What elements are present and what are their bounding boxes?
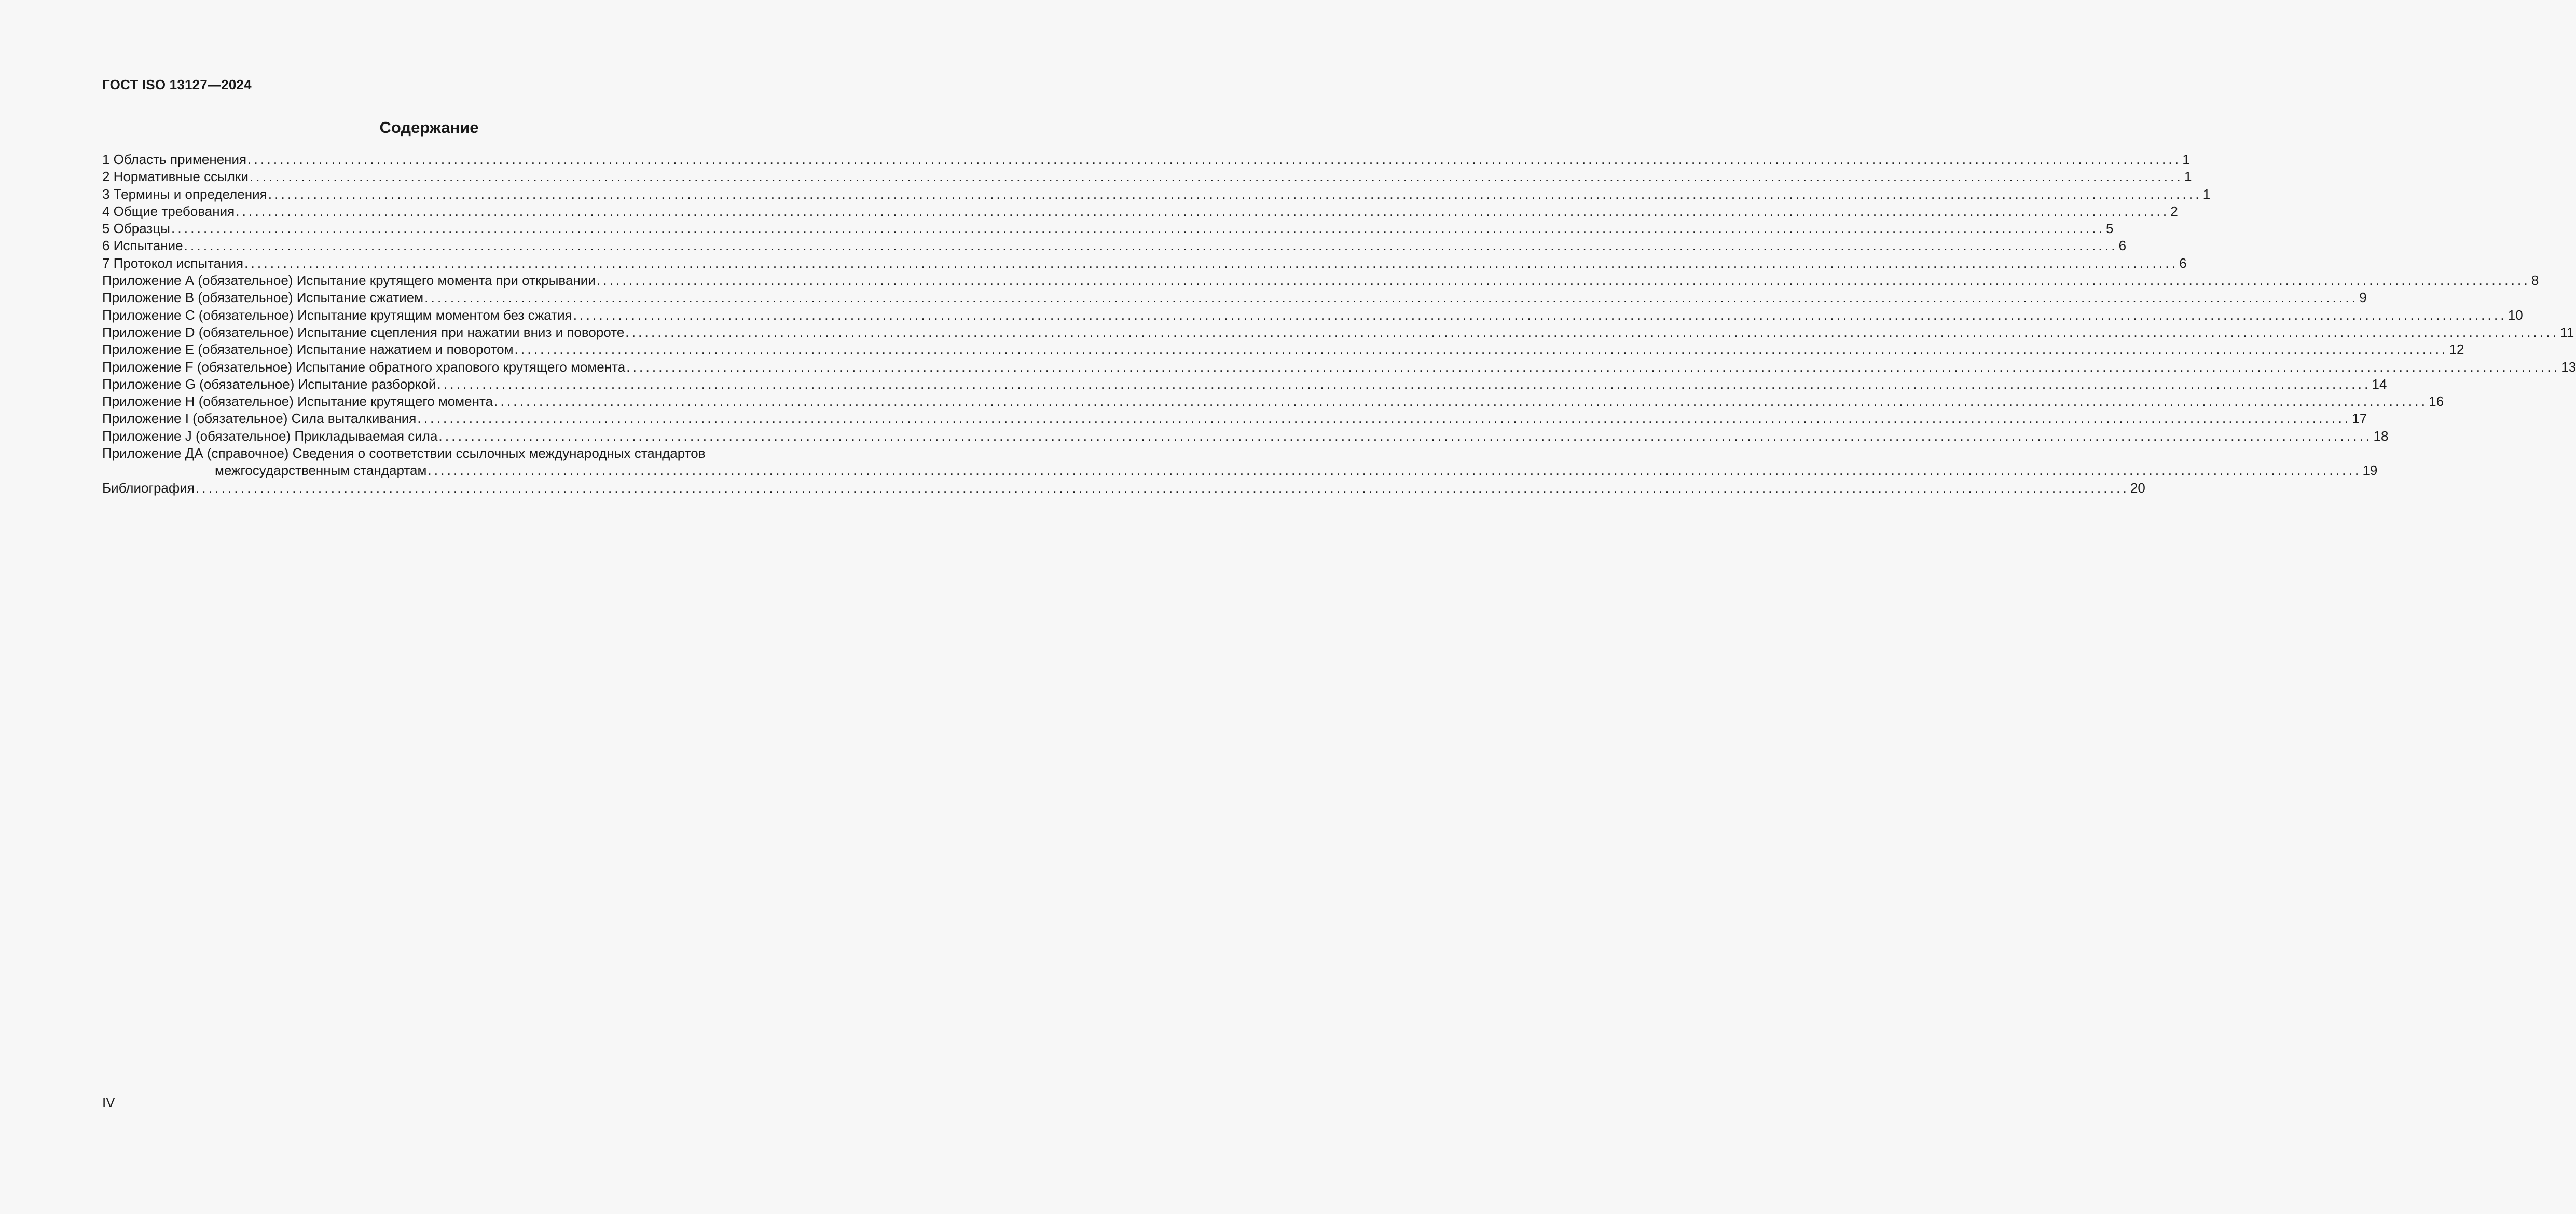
toc-entry-label: Приложение А (обязательное) Испытание крутящего момента при открывании	[102, 272, 596, 289]
toc-entry[interactable]	[102, 203, 2178, 220]
dot-leader: ............................................................................................................................................................................................................................................................................................................	[573, 307, 2507, 323]
toc-entry-label: Приложение С (обязательное) Испытание крутящим моментом без сжатия	[102, 307, 572, 323]
toc-entry-label: Приложение ДА (справочное) Сведения о соответствии ссылочных международных стандартов	[102, 445, 706, 461]
toc-entry-page: 20	[2130, 480, 2145, 496]
toc-entry-label: 2 Нормативные ссылки	[102, 169, 249, 185]
toc-entry[interactable]	[102, 376, 2387, 393]
toc-entry-annex-da[interactable]	[102, 445, 796, 462]
toc-entry[interactable]	[102, 272, 2539, 289]
dot-leader: ............................................................................................................................................................................................................................................................................................................	[195, 480, 2129, 496]
toc-title: Содержание	[379, 118, 479, 137]
dot-leader: ............................................................................................................................................................................................................................................................................................................	[494, 393, 2428, 410]
toc-entry-label: Приложение В (обязательное) Испытание сжатием	[102, 290, 424, 306]
dot-leader: ............................................................................................................................................................................................................................................................................................................	[171, 221, 2105, 237]
dot-leader: ............................................................................................................................................................................................................................................................................................................	[428, 462, 2362, 479]
dot-leader: ............................................................................................................................................................................................................................................................................................................	[625, 324, 2559, 340]
toc-entry-label: Приложение I (обязательное) Сила выталкивания	[102, 411, 417, 427]
toc-entry-label: Приложение F (обязательное) Испытание обратного храпового крутящего момента	[102, 359, 626, 375]
dot-leader: ............................................................................................................................................................................................................................................................................................................	[184, 238, 2118, 254]
dot-leader: ............................................................................................................................................................................................................................................................................................................	[424, 290, 2359, 306]
toc-entry-page: 1	[2202, 186, 2211, 202]
toc-entry-label: Приложение Е (обязательное) Испытание нажатием и поворотом	[102, 342, 514, 358]
toc-entry-page: 19	[2362, 462, 2378, 479]
toc-entry-page: 12	[2449, 342, 2464, 358]
toc-entry-page: 2	[2170, 203, 2178, 219]
toc-entry-page: 5	[2106, 221, 2114, 237]
page-number: IV	[102, 1095, 115, 1110]
toc-entry[interactable]	[102, 359, 2576, 376]
toc-entry[interactable]	[102, 393, 2444, 410]
toc-entry[interactable]	[102, 237, 2127, 254]
toc-entry-bibliography[interactable]	[102, 480, 2145, 497]
toc-entry[interactable]	[102, 410, 2367, 427]
toc-entry-page: 9	[2359, 290, 2367, 306]
toc-entry-page: 17	[2352, 411, 2367, 427]
dot-leader: ............................................................................................................................................................................................................................................................................................................	[626, 359, 2560, 375]
toc-entry[interactable]	[102, 186, 2211, 203]
document-designation: ГОСТ ISO 13127—2024	[102, 77, 252, 92]
dot-leader: ............................................................................................................................................................................................................................................................................................................	[438, 428, 2373, 444]
toc-entry-label: 4 Общие требования	[102, 203, 235, 219]
dot-leader: ............................................................................................................................................................................................................................................................................................................	[244, 255, 2179, 271]
toc-entry-page: 6	[2179, 255, 2187, 271]
toc-entry[interactable]	[102, 428, 2389, 445]
toc-entry-page: 1	[2182, 152, 2190, 167]
dot-leader: ............................................................................................................................................................................................................................................................................................................	[236, 203, 2170, 219]
toc-entry-label: 6 Испытание	[102, 238, 183, 254]
toc-entry[interactable]	[102, 255, 2187, 272]
toc-entry-page: 14	[2372, 376, 2387, 392]
toc-entry-label: Приложение D (обязательное) Испытание сцепления при нажатии вниз и повороте	[102, 324, 625, 340]
toc-entry-label: Библиография	[102, 480, 195, 496]
toc-entry-label: межгосударственным стандартам	[215, 462, 427, 479]
toc-entry-page: 8	[2531, 272, 2539, 289]
toc-entry-page: 1	[2184, 169, 2192, 185]
toc-entry-label: 1 Область применения	[102, 152, 247, 167]
dot-leader: ............................................................................................................................................................................................................................................................................................................	[268, 186, 2202, 202]
toc-entry-label: 7 Протокол испытания	[102, 255, 244, 271]
dot-leader: ............................................................................................................................................................................................................................................................................................................	[247, 152, 2182, 167]
toc-entry-label: Приложение Н (обязательное) Испытание крутящего момента	[102, 393, 493, 410]
toc-entry-page: 13	[2561, 359, 2576, 375]
toc-entry[interactable]	[102, 168, 2192, 185]
toc-entry[interactable]	[102, 220, 2114, 237]
toc-entry-page: 11	[2560, 324, 2574, 340]
toc-entry-label: Приложение J (обязательное) Прикладываемая сила	[102, 428, 438, 444]
toc-entry-page: 6	[2118, 238, 2127, 254]
toc-entry[interactable]	[102, 307, 2523, 324]
table-of-contents	[102, 151, 2576, 497]
toc-entry-page: 10	[2508, 307, 2523, 323]
toc-entry[interactable]	[102, 289, 2367, 306]
toc-entry[interactable]	[102, 151, 2190, 168]
toc-entry-label: 3 Термины и определения	[102, 186, 267, 202]
toc-entry-label: 5 Образцы	[102, 221, 170, 237]
toc-entry-annex-da-continued[interactable]	[102, 462, 2378, 479]
dot-leader: ............................................................................................................................................................................................................................................................................................................	[514, 342, 2448, 358]
toc-entry[interactable]	[102, 341, 2464, 358]
toc-entry-page: 16	[2429, 393, 2444, 410]
dot-leader: ............................................................................................................................................................................................................................................................................................................	[437, 376, 2371, 392]
toc-entry-page: 18	[2373, 428, 2389, 444]
toc-entry-label: Приложение G (обязательное) Испытание разборкой	[102, 376, 436, 392]
toc-entry[interactable]	[102, 324, 2574, 341]
dot-leader: ............................................................................................................................................................................................................................................................................................................	[249, 169, 2183, 185]
dot-leader: ............................................................................................................................................................................................................................................................................................................	[417, 411, 2351, 427]
dot-leader: ............................................................................................................................................................................................................................................................................................................	[596, 272, 2530, 289]
